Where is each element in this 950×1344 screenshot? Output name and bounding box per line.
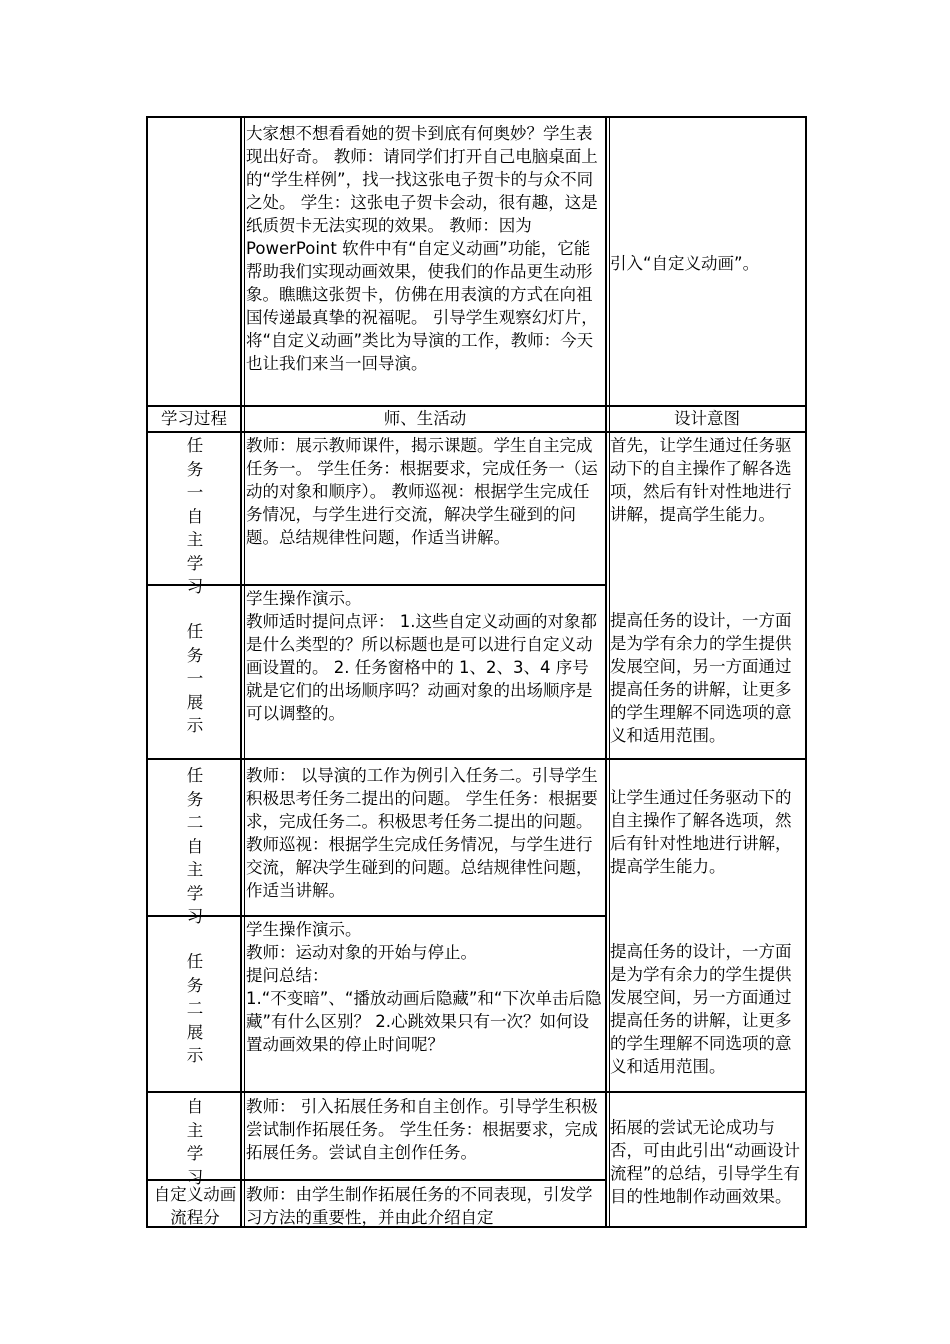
row-divider xyxy=(148,584,607,586)
intent-cell: 让学生通过任务驱动下的自主操作了解各选项，然后有针对性地进行讲解，提高学生能力。 xyxy=(610,788,792,876)
column-divider-2 xyxy=(605,118,607,1228)
column-divider-1 xyxy=(240,118,242,1228)
lesson-plan-table xyxy=(146,116,807,1228)
intro-activity-cell: 大家想不想看看她的贺卡到底有何奥妙？学生表现出好奇。 教师：请同学们打开自己电脑桌面上的“学生样例”，找一找这张电子贺卡的与众不同之处。 学生：这张电子贺卡会动，很有趣，这是纸质贺卡无法实现的效果。 教师：因为 PowerPoint 软件中有“自定义动画”功能，它能帮助我们实现动画效果，使我们的作品更生动形象。瞧瞧这张贺卡，仿佛在用表演的方式在向祖国传递最真挚的祝福呢。 引导学生观察幻灯片，将“自定义动画”类比为导演的工作，教师：今天也让我们来当一回导演。 xyxy=(246,124,598,373)
row-divider xyxy=(148,431,805,433)
row-divider xyxy=(148,405,805,407)
column-divider-1-inner xyxy=(244,118,245,1228)
header-stage: 学习过程 xyxy=(161,409,227,428)
stage-cell: 任务一自主学习 xyxy=(186,436,204,596)
stage-cell: 任务二自主学习 xyxy=(186,766,204,926)
intent-cell: 提高任务的设计，一方面是为学有余力的学生提供发展空间，另一方面通过提高任务的讲解，让更多的学生理解不同选项的意义和适用范围。 xyxy=(610,611,792,745)
stage-cell: 任务一展示 xyxy=(186,622,204,735)
activity-cell: 教师： 以导演的工作为例引入任务二。引导学生积极思考任务二提出的问题。 学生任务：根据要求，完成任务二。积极思考任务二提出的问题。 教师巡视：根据学生完成任务情况，与学生进行交流，解决学生碰到的问题。总结规律性问题，作适当讲解。 xyxy=(246,766,598,900)
stage-cell: 任务二展示 xyxy=(186,952,204,1065)
header-activity: 师、生活动 xyxy=(383,409,467,428)
stage-cell: 自主学习 xyxy=(186,1097,204,1187)
activity-cell: 教师： 引入拓展任务和自主创作。引导学生积极尝试制作拓展任务。 学生任务：根据要求，完成拓展任务。尝试自主创作任务。 xyxy=(246,1097,598,1162)
activity-cell: 学生操作演示。 教师适时提问点评： 1.这些自定义动画的对象都是什么类型的？所以标题也是可以进行自定义动画设置的。 2. 任务窗格中的 1、2、3、4 序号就是它们的出场顺序吗？动画对象的出场顺序是可以调整的。 xyxy=(246,589,597,723)
row-divider xyxy=(148,1179,607,1181)
intent-cell: 提高任务的设计，一方面是为学有余力的学生提供发展空间，另一方面通过提高任务的讲解，让更多的学生理解不同选项的意义和适用范围。 xyxy=(610,942,792,1076)
row-divider xyxy=(148,1091,805,1093)
header-intent: 设计意图 xyxy=(674,409,740,428)
stage-cell: 自定义动画流程分 xyxy=(153,1185,237,1227)
intent-cell: 拓展的尝试无论成功与否，可由此引出“动画设计流程”的总结，引导学生有目的性地制作动画效果。 xyxy=(610,1118,801,1206)
intent-cell: 首先，让学生通过任务驱动下的自主操作了解各选项，然后有针对性地进行讲解，提高学生能力。 xyxy=(610,436,792,524)
activity-cell: 教师：由学生制作拓展任务的不同表现，引发学习方法的重要性，并由此介绍自定 xyxy=(246,1185,593,1227)
activity-cell: 学生操作演示。 教师：运动对象的开始与停止。 提问总结： 1.“不变暗”、“播放动画后隐藏”和“下次单击后隐藏”有什么区别？ 2.心跳效果只有一次？如何设置动画效果的停止时间呢？ xyxy=(246,920,602,1054)
activity-cell: 教师：展示教师课件，揭示课题。学生自主完成任务一。 学生任务：根据要求，完成任务一（运动的对象和顺序）。 教师巡视：根据学生完成任务情况，与学生进行交流，解决学生碰到的问题。总结规律性问题，作适当讲解。 xyxy=(246,436,598,547)
row-divider xyxy=(148,915,607,917)
intro-intent-cell: 引入“自定义动画”。 xyxy=(610,254,760,273)
